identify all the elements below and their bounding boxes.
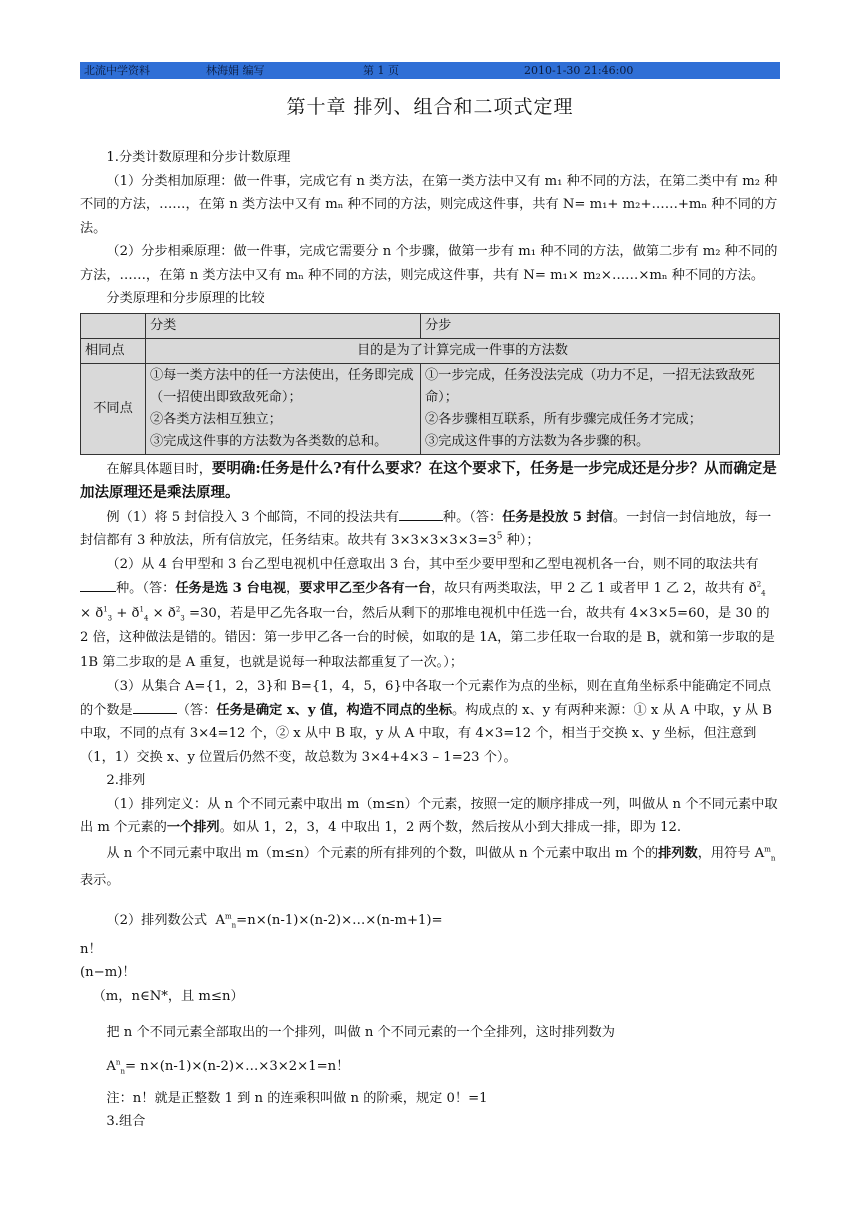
perm-num-emphasis: 排列数	[658, 845, 698, 861]
solve-emphasis: 要明确:任务是什么?有什么要求？在这个要求下，任务是一步完成还是分步？从而确定是加法原理还是乘法原理。	[80, 459, 777, 501]
example-2: （2）从 4 台甲型和 3 台乙型电视机中任意取出 3 台，其中至少要甲型和乙型电视机各一台，则不同的取法共有种。（答：任务是选 3 台电视，要求甲乙至少各有一台，故只有两类取法，甲 2 乙 1 或者甲 1 乙 2，故共有 $ð^2_4$ × $ð^1_3$ + $ð^1_4$ × $ð^2_3 =30$，若是甲乙先各取一台，然后从剩下的那堆电视机中任选一台，故共有 4×3×5=60，是 30 的 2 倍，这种做法是错的。错因：第一步甲乙各一台的时候，如取的是 1A，第二步任取一台取的是 B，就和第一步取的是 1B 第二步取的是 A 重复，也就是说每一种取法都重复了一次。）；	[80, 556, 775, 670]
perm-num-text-a: 从 n 个不同元素中取出 m（m≤n）个元素的所有排列的个数，叫做从 n 个元素中取出 m 个的	[106, 845, 659, 861]
header-school: 北流中学资料	[84, 64, 150, 77]
ex1-text-b: 种。（答：	[442, 509, 503, 525]
fenlei-point-3: ③完成这件事的方法数为各类数的总和。	[150, 433, 388, 449]
ex2-text-d: ，故只有两类取法，甲 2 乙 1 或者甲 1 乙 2，故共有 ð	[431, 581, 757, 596]
example-3	[80, 675, 780, 769]
perm-def-text-a: （1）排列定义：从 n 个不同元素中取出 m（m≤n）个元素，按照一定的顺序排成一列，叫做从 n 个不同元素中取出 m 个元素的	[80, 796, 778, 835]
perm-def-emphasis: 一个排列	[166, 820, 220, 835]
addition-principle: （1）分类相加原理：做一件事，完成它有 n 类方法，在第一类方法中又有 m₁ 种不同的方法，在第二类中有 m₂ 种不同的方法，……，在第 n 类方法中又有 mₙ 种不同的方法，则完成这件事，共有 N= m₁+ m₂+……+mₙ 种不同的方法。	[80, 173, 778, 236]
ex2-emphasis-2: 要求甲乙至少各有一台	[299, 581, 432, 596]
page-header	[80, 62, 780, 79]
table-header-fenbu: 分步	[421, 313, 780, 338]
perm-num-text-b: ，用符号 A	[697, 845, 765, 861]
table-label-diff: 不同点	[81, 363, 146, 454]
section-2-heading: 2.排列	[106, 773, 146, 788]
table-diff-fenlei	[146, 363, 421, 454]
formula-label: （2）排列数公式	[106, 912, 208, 928]
factorial-note: 注：n！就是正整数 1 到 n 的连乘积叫做 n 的阶乘，规定 0！=1	[106, 1090, 488, 1106]
full-permutation-text: 把 n 个不同元素全部取出的一个排列，叫做 n 个不同元素的一个全排列，这时排列数为	[106, 1025, 615, 1041]
ex2-text-c: ，	[286, 581, 300, 596]
fraction-denominator: (n−m)！	[80, 965, 136, 980]
ex1-emphasis: 任务是投放 5 封信	[502, 509, 613, 525]
chapter-title: 第十章 排列、组合和二项式定理	[286, 96, 574, 118]
formula-condition: （m，n∈N*，且 m≤n）	[92, 988, 244, 1004]
table-header-fenlei: 分类	[146, 313, 421, 338]
ex2-text-b: 种。（答：	[116, 581, 176, 596]
permutation-formula: （2）排列数公式 $A^m_n=n\times(n-1)\times(n-2)\times\dots\times(n-m+1)=$	[106, 912, 443, 930]
perm-def-text-b: 。如从 1，2，3，4 中取出 1，2 两个数，然后按从小到大排成一排，即为 12.	[219, 820, 682, 835]
example-1	[80, 506, 780, 553]
table-header-row	[81, 313, 780, 338]
full-permutation-formula: $A^n_n=$ n×(n-1)×(n-2)×…×3×2×1=n！	[106, 1058, 350, 1076]
table-same-text: 目的是为了计算完成一件事的方法数	[146, 338, 780, 363]
solve-lead: 在解具体题目时，	[106, 461, 212, 477]
perm-num-text-c: 表示。	[80, 872, 120, 888]
document-body	[80, 146, 780, 1134]
ex3-text-a: （3）从集合 A={1，2，3}和 B={1，4，5，6}中各取一个元素作为点的坐标，则在直角坐标系中能确定不同点的个数是	[80, 679, 772, 718]
answer-blank	[80, 577, 116, 592]
table-caption: 分类原理和分步原理的比较	[106, 291, 265, 306]
fenbu-point-3: ③完成这件事的方法数为各步骤的积。	[425, 433, 650, 449]
fenbu-point-2: ②各步骤相互联系，所有步骤完成任务才完成；	[425, 411, 702, 427]
section-1-heading: 1.分类计数原理和分步计数原理	[106, 150, 291, 165]
answer-blank	[399, 506, 443, 521]
answer-blank	[133, 699, 177, 714]
table-row-diff	[81, 363, 780, 454]
permutation-definition	[80, 793, 780, 840]
multiplication-principle: （2）分步相乘原理：做一件事，完成它需要分 n 个步骤，做第一步有 m₁ 种不同的方法，做第二步有 m₂ 种不同的方法，……，在第 n 类方法中又有 mₙ 种不同的方法，则完成这件事，共有 N= m₁× m₂×……×mₙ 种不同的方法。	[80, 244, 778, 283]
ex1-text-d: 种）；	[502, 533, 540, 548]
ex2-text-g: × ð	[148, 605, 176, 621]
ex3-emphasis: 任务是确定 x、y 值，构造不同点的坐标	[216, 702, 453, 718]
permutation-number-definition: 从 n 个不同元素中取出 m（m≤n）个元素的所有排列的个数，叫做从 n 个元素中取出 m 个的排列数，用符号 $A^m_n$ 表示。	[80, 845, 776, 888]
header-author: 林海娟 编写	[206, 64, 265, 77]
ex2-text-h: =30，若是甲乙先各取一台，然后从剩下的那堆电视机中任选一台，故共有 4×3×5=60，是 30 的 2 倍，这种做法是错的。错因：第一步甲乙各一台的时候，如取的是 1A，第二步任取一台取的是 B，就和第一步取的是 1B 第二步取的是 A 重复，也就是说每一种取法都重复了一次。）；	[80, 605, 775, 670]
table-label-same: 相同点	[81, 338, 146, 363]
ex2-emphasis-1: 任务是选 3 台电视	[175, 581, 287, 596]
ex3-text-c: 。构成点的 x、y 有两种来源：① x 从 A 中取，y 从 B 中取，不同的点有 3×4=12 个，② x 从中 B 取，y 从 A 中取，有 4×3=12 个，相当于交换 x、y 坐标，但注意到（1，1）交换 x、y 位置后仍然不变，故总数为 3×4+4×3 – 1=23 个）。	[80, 702, 772, 765]
formula-expression: =n×(n-1)×(n-2)×…×(n-m+1)=	[236, 912, 443, 928]
full-formula-expression: = n×(n-1)×(n-2)×…×3×2×1=n！	[124, 1058, 350, 1074]
ex1-text-c: 。一封信一封信地放，每一封信都有 3 种放法，所有信放完，任务结束。故共有 3×3×3×3×3=3	[80, 509, 772, 548]
table-row-same	[81, 338, 780, 363]
header-page: 第 1 页	[363, 64, 399, 77]
fraction-numerator: n！	[80, 941, 102, 957]
table-diff-fenbu	[421, 363, 780, 454]
ex1-text-a: 例（1）将 5 封信投入 3 个邮筒，不同的投法共有	[106, 509, 399, 525]
section-3-heading: 3.组合	[106, 1114, 146, 1130]
ex1-exponent: 5	[496, 531, 503, 542]
comparison-table	[80, 313, 780, 455]
fenlei-point-2: ②各类方法相互独立；	[150, 411, 282, 427]
table-corner-cell	[81, 313, 146, 338]
fenlei-point-1: ①每一类方法中的任一方法使出，任务即完成（一招使出即致敌死命）；	[150, 367, 414, 405]
fenbu-point-1: ①一步完成，任务没法完成（功力不足，一招无法致敌死命）；	[425, 367, 755, 405]
ex2-text-e: × ð	[80, 605, 104, 621]
ex2-text-f: + ð	[112, 605, 140, 621]
header-datetime: 2010-1-30 21:46:00	[524, 64, 634, 77]
ex3-text-b: （答：	[176, 702, 217, 718]
ex2-text-a: （2）从 4 台甲型和 3 台乙型电视机中任意取出 3 台，其中至少要甲型和乙型电视机各一台，则不同的取法共有	[106, 556, 759, 572]
solve-tip	[80, 457, 780, 506]
